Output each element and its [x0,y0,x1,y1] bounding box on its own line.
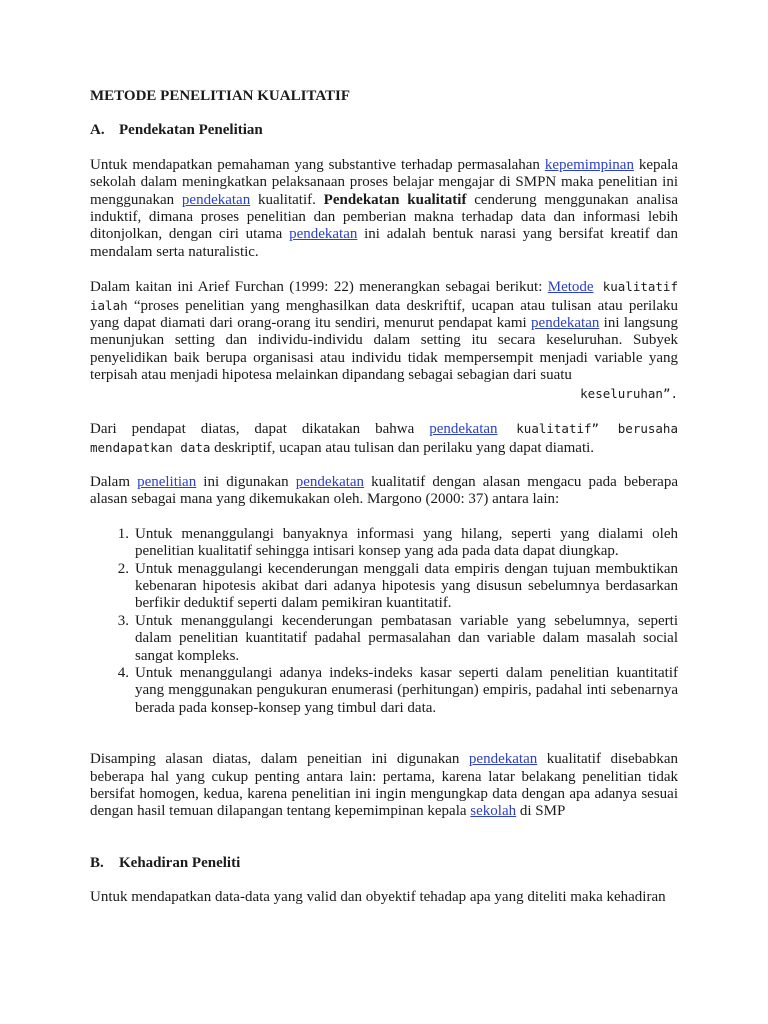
p1-text-5: ini adalah bentuk narasi yang bersifat kreatif dan mendalam serta naturalistic. [90,226,678,260]
list-text: Untuk menanggulangi banyaknya informasi yang hilang, seperti yang dialami oleh penelitian kualitatif sehingga intisari konsep yang ada pada data dapat diungkap. [135,525,678,560]
list-text: Untuk menaggulangi kecenderungan menggali data empiris dengan tujuan membuktikan kebenaran hipotesis akibat dari adanya hipotesis yang disusun sebelumnya berdasarkan berfikir deduktif seperti dalam pemikiran kuantitatif. [135,560,678,612]
p1-text-2: kepala sekolah dalam meningkatkan pelaksanaan proses belajar mengajar di SMPN maka penelitian ini menggunakan [90,156,678,208]
p3-text-2: deskriptif, ucapan atau tulisan dan perilaku yang dapat diamati. [210,439,595,456]
reasons-list [90,526,678,717]
list-number: 3. [117,612,129,629]
link-pendekatan[interactable]: pendekatan [468,751,538,768]
list-item [90,561,678,613]
p2-mono-1: kualitatif ialah [90,279,678,313]
p1-text-3: kualitatif. [250,191,324,208]
list-number: 4. [117,664,129,681]
spacer [90,734,678,751]
paragraph-3 [90,420,678,457]
p4-text-3: kualitatif dengan alasan mengacu pada beberapa alasan sebagai mana yang dikemukakan oleh. Margono (2000: 37) antara lain: [90,473,678,508]
paragraph-5 [90,751,678,821]
list-item [90,613,678,665]
section-a-letter: A. [90,122,105,139]
link-pendekatan[interactable]: pendekatan [531,315,600,332]
p2-text-3: ini langsung menunjukan setting dan individu-individu dalam setting itu secara keseluruhan. Subyek penyelidikan baik berupa organisasi atau individu tidak mempersempit menjadi variable yang terpisah atau menjadi hipotesa melainkan dipandang sebagai sebagian dari suatu [90,315,679,384]
section-a-heading [90,122,678,139]
paragraph-6 [90,889,678,906]
link-pendekatan[interactable]: pendekatan [181,191,251,208]
link-pendekatan[interactable]: pendekatan [295,473,365,490]
section-a-title: Pendekatan Penelitian [119,122,263,139]
list-item [90,526,678,561]
p6-text-1: Untuk mendapatkan data-data yang valid dan obyektif tehadap apa yang diteliti maka kehadiran [90,889,666,906]
p2-text-2: “proses penelitian yang menghasilkan data deskriftif, ucapan atau tulisan atau perilaku yang dapat diamati dari orang-orang itu sendiri, menurut pendapat kami [90,297,678,332]
list-text: Untuk menanggulangi kecenderungan pembatasan variable yang sebelumnya, seperti dalam penelitian kuantitatif padahal permasalahan dan variable dalam masalah social sangat kompleks. [135,612,678,664]
paragraph-2 [90,278,678,403]
section-b-letter: B. [90,854,104,871]
section-b-heading [90,855,678,872]
link-pendekatan[interactable]: pendekatan [289,226,358,243]
list-text: Untuk menanggulangi adanya indeks-indeks kasar seperti dalam penelitian kuantitatif yang menggunakan pengukuran enumerasi (perhitungan) empiris, padahal inti sebenarnya berada pada konsep-konsep yang timbul dari data. [135,664,678,716]
p2-text-1: Dalam kaitan ini Arief Furchan (1999: 22) menerangkan sebagai berikut: [90,279,548,296]
list-item [90,665,678,717]
paragraph-1 [90,157,678,261]
p1-text-1: Untuk mendapatkan pemahaman yang substantive terhadap permasalahan [90,156,545,173]
link-sekolah[interactable]: sekolah [470,803,517,820]
p4-text-2: ini digunakan [196,473,296,490]
link-pendekatan[interactable]: pendekatan [429,421,498,438]
p2-end: keseluruhan”. [580,385,678,401]
p4-text-1: Dalam [90,473,138,490]
p5-text-2: kualitatif disebabkan beberapa hal yang cukup penting antara lain: pertama, karena latar belakang penelitian tidak bersifat homogen, kedua, karena penelitian ini ingin mengungkap data dengan apa adanya sesuai dengan hasil temuan dilapangan tentang kepemimpinan kepala [90,751,678,820]
link-metode[interactable]: Metode [547,279,594,296]
p1-text-4: cenderung menggunakan analisa induktif, dimana proses penelitian dan pemberian makna terhadap data dan informasi lebih ditonjolkan, dengan ciri utama [90,191,678,243]
p3-mono-1: kualitatif” berusaha mendapatkan data [90,421,678,455]
p5-text-1: Disamping alasan diatas, dalam peneitian ini digunakan [90,751,469,768]
paragraph-4 [90,474,678,509]
section-b-title: Kehadiran Peneliti [119,854,241,871]
list-number: 2. [117,560,129,577]
document-title: METODE PENELITIAN KUALITATIF [90,88,351,104]
spacer [90,838,678,855]
link-penelitian[interactable]: penelitian [137,473,197,490]
p3-text-1: Dari pendapat diatas, dapat dikatakan bahwa [90,421,430,438]
p5-text-3: di SMP [516,803,566,820]
link-kepemimpinan[interactable]: kepemimpinan [544,156,634,173]
list-number: 1. [117,525,129,542]
p1-bold: Pendekatan kualitatif [323,191,467,208]
